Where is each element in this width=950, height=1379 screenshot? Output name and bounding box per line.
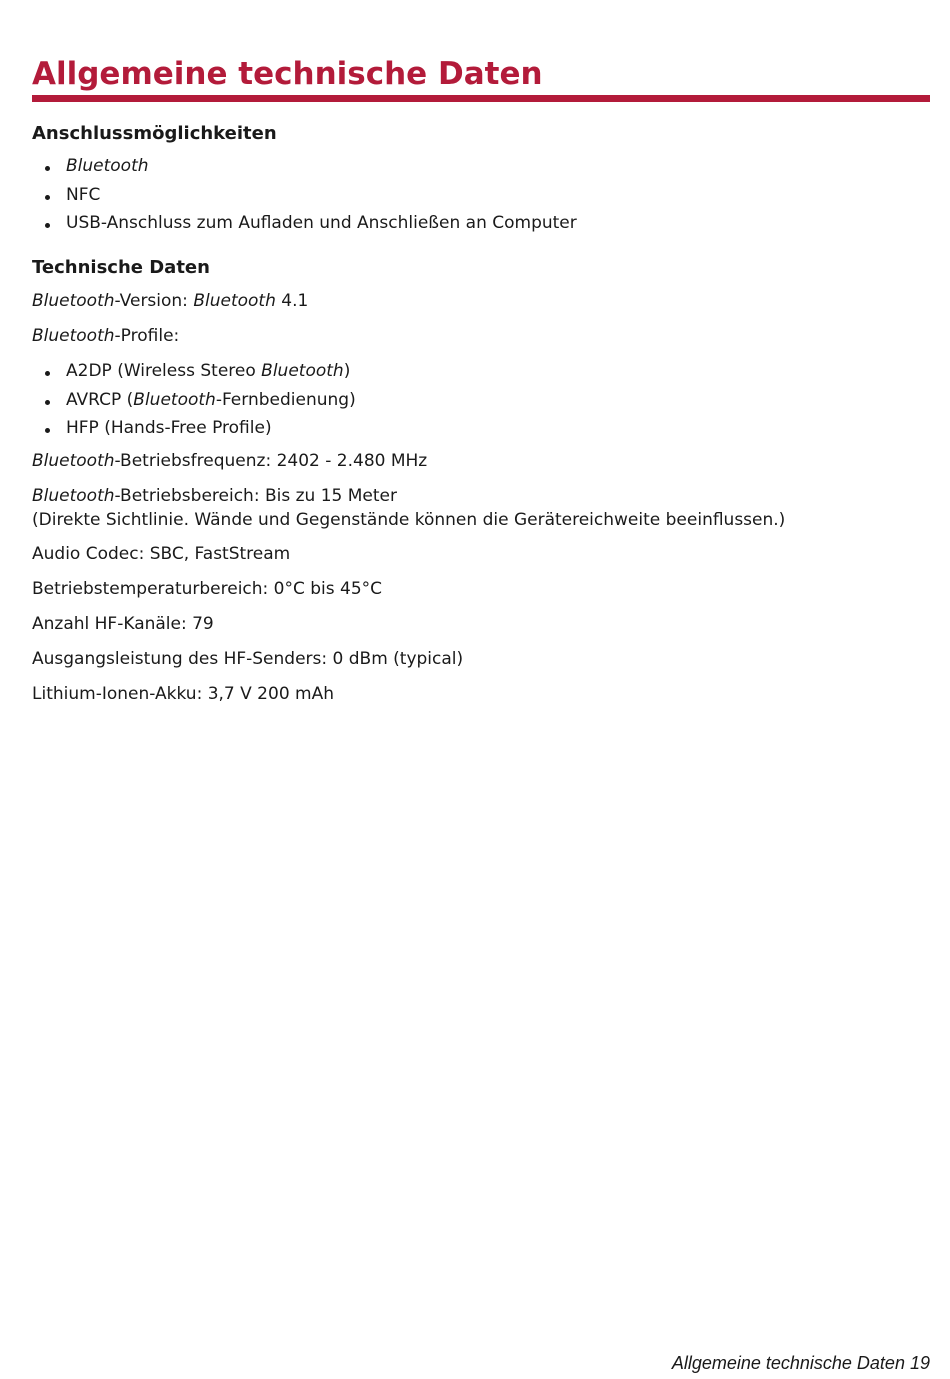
- value: 4.1: [275, 291, 309, 311]
- list-item: [32, 183, 577, 212]
- term: Bluetooth: [32, 326, 115, 346]
- footer-section-title: Allgemeine technische Daten: [671, 1353, 905, 1373]
- bluetooth-profiles-label: [32, 324, 179, 348]
- rf-channels: Anzahl HF-Kanäle: 79: [32, 614, 214, 634]
- list-item: [32, 416, 356, 445]
- bluetooth-range: [32, 484, 397, 508]
- list-item-text: Bluetooth: [66, 156, 149, 176]
- specs-heading: Technische Daten: [32, 257, 210, 278]
- audio-codec: Audio Codec: SBC, FastStream: [32, 544, 291, 564]
- list-item: [32, 154, 577, 183]
- output-power: Ausgangsleistung des HF-Senders: 0 dBm (typical): [32, 649, 464, 669]
- term: Bluetooth: [32, 486, 115, 506]
- list-item: [32, 359, 356, 388]
- bullet-icon: [45, 371, 50, 376]
- text-italic: Bluetooth: [133, 389, 216, 410]
- page-number: 19: [909, 1353, 930, 1373]
- connectivity-heading: Anschlussmöglichkeiten: [32, 123, 277, 144]
- text: -Betriebsbereich: Bis zu 15 Meter: [114, 486, 397, 506]
- text: AVRCP (: [66, 389, 134, 410]
- operating-temperature: Betriebstemperaturbereich: 0°C bis 45°C: [32, 579, 383, 599]
- text: A2DP (Wireless Stereo: [66, 361, 262, 381]
- value-italic: Bluetooth: [193, 291, 276, 311]
- list-item-text: NFC: [66, 184, 101, 205]
- bullet-icon: [45, 166, 50, 171]
- connectivity-list: [32, 154, 577, 240]
- label: -Profile:: [114, 326, 180, 346]
- bullet-icon: [45, 400, 50, 405]
- list-item: [32, 388, 356, 417]
- text-italic: Bluetooth: [261, 361, 344, 381]
- bullet-icon: [45, 428, 50, 433]
- text: -Fernbedienung): [215, 389, 356, 410]
- label: -Version:: [114, 291, 194, 311]
- page-footer: [672, 1351, 930, 1375]
- battery: Lithium-Ionen-Akku: 3,7 V 200 mAh: [32, 684, 334, 704]
- term: Bluetooth: [32, 291, 115, 311]
- text: HFP (Hands-Free Profile): [66, 418, 272, 438]
- profiles-list: [32, 359, 356, 445]
- bluetooth-frequency: [32, 449, 427, 473]
- list-item-text: USB-Anschluss zum Aufladen und Anschließen an Computer: [66, 213, 577, 233]
- bluetooth-version: [32, 289, 308, 313]
- page-title: Allgemeine technische Daten: [32, 56, 543, 92]
- text: ): [343, 361, 351, 381]
- text: -Betriebsfrequenz: 2402 - 2.480 MHz: [114, 451, 428, 471]
- list-item: [32, 211, 577, 240]
- bluetooth-range-note: (Direkte Sichtlinie. Wände und Gegenstände können die Gerätereichweite beeinflussen.): [32, 510, 786, 530]
- bullet-icon: [45, 223, 50, 228]
- title-rule: [32, 95, 930, 102]
- bullet-icon: [45, 195, 50, 200]
- term: Bluetooth: [32, 451, 115, 471]
